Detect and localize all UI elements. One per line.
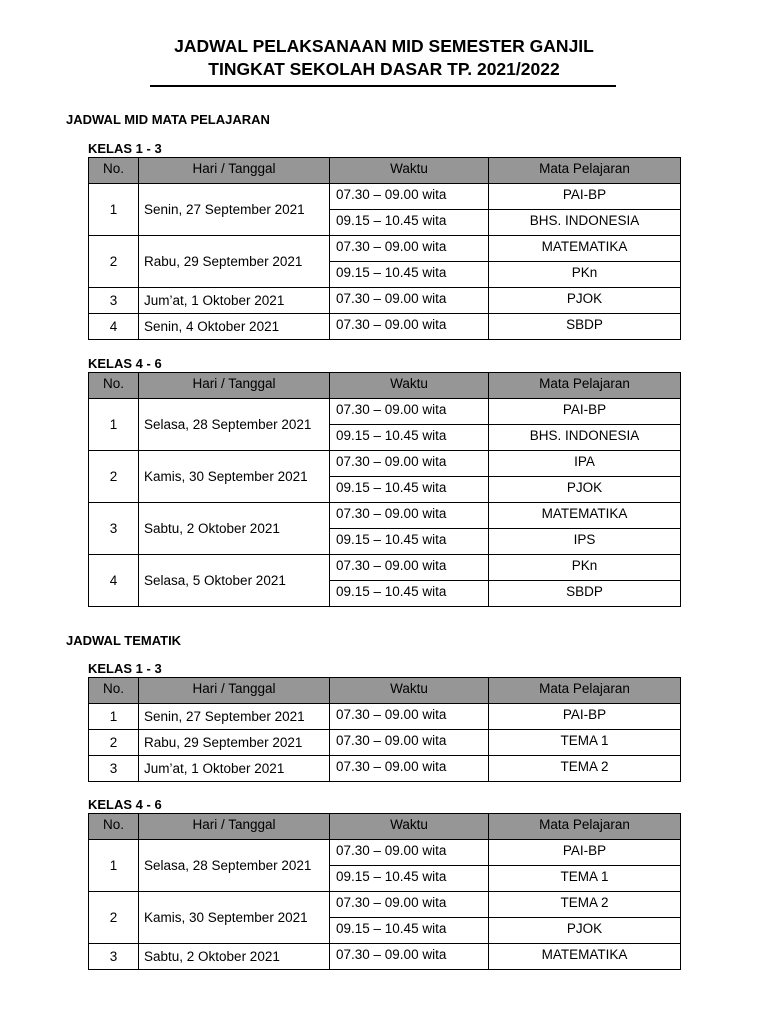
row-number: 4 xyxy=(89,555,139,607)
schedule-table xyxy=(88,677,681,782)
row-time: 09.15 – 10.45 wita xyxy=(330,477,489,503)
row-time: 07.30 – 09.00 wita xyxy=(330,288,489,314)
row-number: 2 xyxy=(89,730,139,756)
row-subject: SBDP xyxy=(489,581,681,607)
table-row xyxy=(89,184,681,210)
row-time: 07.30 – 09.00 wita xyxy=(330,184,489,210)
row-date: Selasa, 5 Oktober 2021 xyxy=(139,555,330,607)
row-date: Senin, 27 September 2021 xyxy=(139,704,330,730)
column-header-waktu: Waktu xyxy=(330,814,489,840)
page-title: JADWAL PELAKSANAAN MID SEMESTER GANJIL xyxy=(174,36,594,56)
row-date: Senin, 27 September 2021 xyxy=(139,184,330,236)
row-date: Sabtu, 2 Oktober 2021 xyxy=(139,944,330,970)
row-time: 07.30 – 09.00 wita xyxy=(330,840,489,866)
row-number: 2 xyxy=(89,892,139,944)
row-subject: MATEMATIKA xyxy=(489,236,681,262)
table-header-row xyxy=(89,373,681,399)
row-time: 09.15 – 10.45 wita xyxy=(330,210,489,236)
row-time: 09.15 – 10.45 wita xyxy=(330,425,489,451)
group-label: KELAS 1 - 3 xyxy=(88,661,162,676)
row-subject: PAI-BP xyxy=(489,184,681,210)
table-header-row xyxy=(89,158,681,184)
row-time: 07.30 – 09.00 wita xyxy=(330,555,489,581)
row-subject: SBDP xyxy=(489,314,681,340)
row-date: Rabu, 29 September 2021 xyxy=(139,730,330,756)
group-label: KELAS 4 - 6 xyxy=(88,797,162,812)
table-header-row xyxy=(89,678,681,704)
title-underline xyxy=(150,85,616,87)
table-header-row xyxy=(89,814,681,840)
row-subject: PAI-BP xyxy=(489,399,681,425)
table-row xyxy=(89,503,681,529)
row-subject: TEMA 1 xyxy=(489,866,681,892)
row-subject: PKn xyxy=(489,555,681,581)
row-date: Kamis, 30 September 2021 xyxy=(139,892,330,944)
row-time: 07.30 – 09.00 wita xyxy=(330,756,489,782)
column-header-hari: Hari / Tanggal xyxy=(139,814,330,840)
row-number: 1 xyxy=(89,184,139,236)
row-subject: IPS xyxy=(489,529,681,555)
page-subtitle: TINGKAT SEKOLAH DASAR TP. 2021/2022 xyxy=(208,59,560,79)
row-subject: TEMA 2 xyxy=(489,756,681,782)
column-header-mapel: Mata Pelajaran xyxy=(489,373,681,399)
schedule-table xyxy=(88,157,681,340)
row-date: Jum’at, 1 Oktober 2021 xyxy=(139,288,330,314)
row-time: 09.15 – 10.45 wita xyxy=(330,529,489,555)
row-subject: PJOK xyxy=(489,477,681,503)
row-time: 07.30 – 09.00 wita xyxy=(330,704,489,730)
section-heading-mid: JADWAL MID MATA PELAJARAN xyxy=(66,112,270,127)
table-row xyxy=(89,840,681,866)
table-row xyxy=(89,704,681,730)
table-row xyxy=(89,236,681,262)
row-subject: PJOK xyxy=(489,918,681,944)
column-header-mapel: Mata Pelajaran xyxy=(489,814,681,840)
table-row xyxy=(89,288,681,314)
row-time: 09.15 – 10.45 wita xyxy=(330,866,489,892)
row-time: 09.15 – 10.45 wita xyxy=(330,581,489,607)
row-number: 3 xyxy=(89,503,139,555)
row-subject: IPA xyxy=(489,451,681,477)
table-row xyxy=(89,451,681,477)
row-number: 1 xyxy=(89,840,139,892)
row-number: 2 xyxy=(89,236,139,288)
row-date: Rabu, 29 September 2021 xyxy=(139,236,330,288)
schedule-table xyxy=(88,813,681,970)
table-row xyxy=(89,944,681,970)
row-time: 09.15 – 10.45 wita xyxy=(330,918,489,944)
row-time: 07.30 – 09.00 wita xyxy=(330,236,489,262)
row-date: Kamis, 30 September 2021 xyxy=(139,451,330,503)
section-heading-tematik: JADWAL TEMATIK xyxy=(66,633,182,648)
group-label: KELAS 1 - 3 xyxy=(88,141,162,156)
row-date: Jum’at, 1 Oktober 2021 xyxy=(139,756,330,782)
row-subject: PKn xyxy=(489,262,681,288)
column-header-mapel: Mata Pelajaran xyxy=(489,158,681,184)
table-row xyxy=(89,314,681,340)
row-time: 07.30 – 09.00 wita xyxy=(330,944,489,970)
row-number: 2 xyxy=(89,451,139,503)
row-subject: BHS. INDONESIA xyxy=(489,425,681,451)
table-row xyxy=(89,756,681,782)
row-time: 07.30 – 09.00 wita xyxy=(330,399,489,425)
column-header-no: No. xyxy=(89,373,139,399)
row-number: 3 xyxy=(89,288,139,314)
row-subject: TEMA 1 xyxy=(489,730,681,756)
table-row xyxy=(89,399,681,425)
row-subject: MATEMATIKA xyxy=(489,944,681,970)
schedule-table xyxy=(88,372,681,607)
table-row xyxy=(89,555,681,581)
row-number: 1 xyxy=(89,399,139,451)
column-header-no: No. xyxy=(89,678,139,704)
row-subject: MATEMATIKA xyxy=(489,503,681,529)
column-header-no: No. xyxy=(89,158,139,184)
column-header-hari: Hari / Tanggal xyxy=(139,373,330,399)
row-time: 07.30 – 09.00 wita xyxy=(330,503,489,529)
table-row xyxy=(89,730,681,756)
row-time: 09.15 – 10.45 wita xyxy=(330,262,489,288)
row-time: 07.30 – 09.00 wita xyxy=(330,451,489,477)
row-date: Senin, 4 Oktober 2021 xyxy=(139,314,330,340)
row-subject: TEMA 2 xyxy=(489,892,681,918)
row-subject: PAI-BP xyxy=(489,840,681,866)
column-header-hari: Hari / Tanggal xyxy=(139,158,330,184)
row-subject: BHS. INDONESIA xyxy=(489,210,681,236)
row-time: 07.30 – 09.00 wita xyxy=(330,892,489,918)
row-date: Selasa, 28 September 2021 xyxy=(139,840,330,892)
column-header-waktu: Waktu xyxy=(330,678,489,704)
row-number: 1 xyxy=(89,704,139,730)
column-header-no: No. xyxy=(89,814,139,840)
row-number: 4 xyxy=(89,314,139,340)
group-label: KELAS 4 - 6 xyxy=(88,356,162,371)
row-subject: PAI-BP xyxy=(489,704,681,730)
row-date: Selasa, 28 September 2021 xyxy=(139,399,330,451)
row-time: 07.30 – 09.00 wita xyxy=(330,314,489,340)
column-header-hari: Hari / Tanggal xyxy=(139,678,330,704)
column-header-waktu: Waktu xyxy=(330,373,489,399)
row-subject: PJOK xyxy=(489,288,681,314)
table-row xyxy=(89,892,681,918)
row-number: 3 xyxy=(89,756,139,782)
column-header-waktu: Waktu xyxy=(330,158,489,184)
row-date: Sabtu, 2 Oktober 2021 xyxy=(139,503,330,555)
row-number: 3 xyxy=(89,944,139,970)
row-time: 07.30 – 09.00 wita xyxy=(330,730,489,756)
column-header-mapel: Mata Pelajaran xyxy=(489,678,681,704)
